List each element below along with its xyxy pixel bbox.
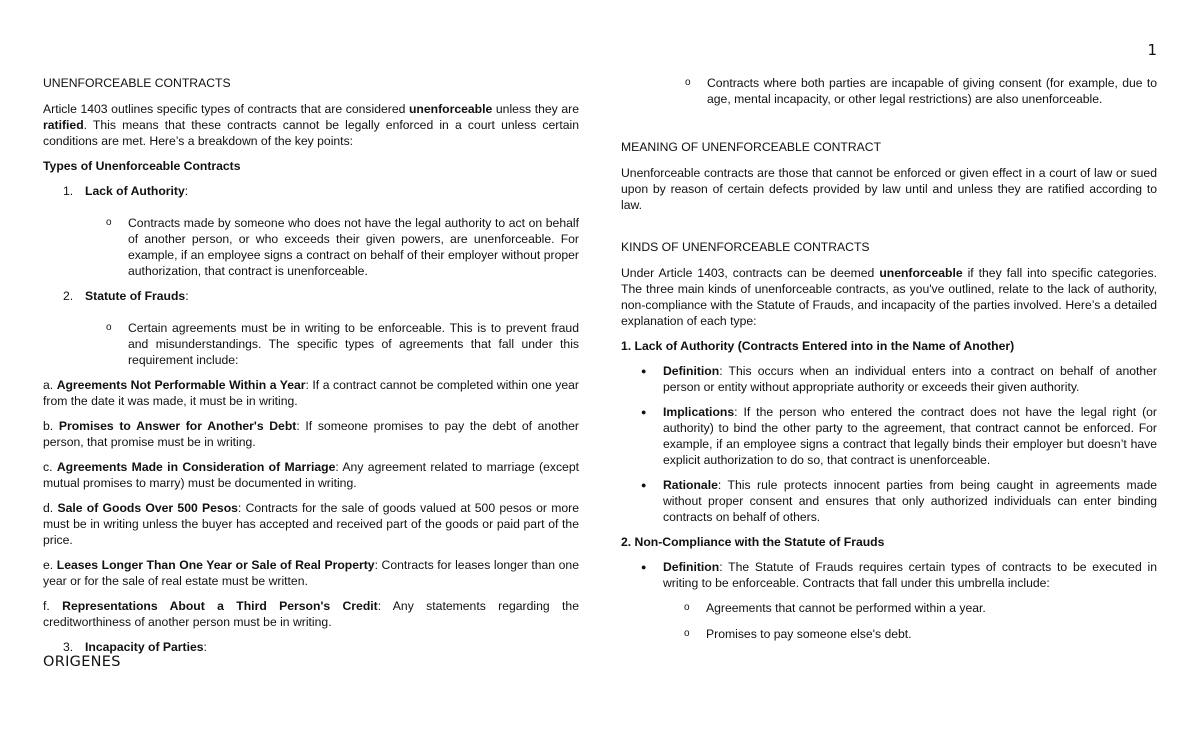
right-column (621, 75, 1157, 652)
numbered-item-statute-of-frauds: 2. Statute of Frauds: (63, 289, 189, 303)
bullet-icon: ● (641, 366, 647, 376)
footer-brand: ORIGENES (43, 654, 121, 670)
circle-bullet-icon: o (685, 77, 691, 88)
circle-bullet-icon: o (684, 602, 690, 613)
sub-item: o Promises to pay someone else's debt. (684, 627, 912, 641)
sec1-heading: 1. Lack of Authority (Contracts Entered into in the Name of Another) (621, 339, 1015, 353)
sub-item: o Certain agreements must be in writing to be enforceable. This is to prevent fraud and misunderstandings. The specific types of agreements that fall under this requirement include: (106, 321, 579, 367)
agreement-item: b. Promises to Answer for Another's Debt: If someone promises to pay the debt of another person, that promise must be in writing. (43, 419, 579, 449)
agreement-item: e. Leases Longer Than One Year or Sale of Real Property: Contracts for leases longer than one year or for the sale of real estate must be written. (43, 558, 579, 588)
intro-paragraph: Article 1403 outlines specific types of contracts that are considered unenforceable unless they are ratified. This means that these contracts cannot be legally enforced in a court unless certain conditions are met. Here’s a breakdown of the key points: (43, 102, 579, 148)
bullet-item: ● Implications: If the person who entered the contract does not have the legal right (or authority) to bind the other party to the agreement, that contract cannot be enforced. For example, if an employee signs a contract that legally binds their employer but doesn’t have explicit authorization to do so, that contract is unenforceable. (641, 405, 1157, 467)
left-column (43, 75, 579, 664)
meaning-heading: MEANING OF UNENFORCEABLE CONTRACT (621, 140, 882, 154)
circle-bullet-icon: o (684, 628, 690, 639)
circle-bullet-icon: o (106, 217, 112, 228)
sub-item: o Contracts made by someone who does not have the legal authority to act on behalf of another person, or who exceeds their given powers, are unenforceable. For example, if an employee signs a contract on behalf of their employer without proper authorization, that contract is unenforceable. (106, 216, 579, 278)
kinds-paragraph: Under Article 1403, contracts can be deemed unenforceable if they fall into specific categories. The three main kinds of unenforceable contracts, as you've outlined, relate to the lack of authority, non-compliance with the Statute of Frauds, and incapacity of the parties involved. Here’s a detailed explanation of each type: (621, 266, 1158, 328)
bullet-item: ● Definition: This occurs when an individual enters into a contract on behalf of another person or entity without appropriate authority or exceeds their given authority. (641, 364, 1157, 394)
types-heading: Types of Unenforceable Contracts (43, 159, 241, 173)
bullet-item: ● Rationale: This rule protects innocent parties from being caught in agreements made without proper consent and ensures that only authorized individuals can enter binding contracts on behalf of others. (641, 478, 1157, 524)
numbered-item-incapacity: 3. Incapacity of Parties: (63, 640, 207, 654)
bullet-icon: ● (641, 407, 647, 417)
page-number: 1 (1147, 41, 1157, 59)
section-title: UNENFORCEABLE CONTRACTS (43, 76, 231, 90)
sec2-heading: 2. Non-Compliance with the Statute of Frauds (621, 535, 885, 549)
agreement-item: d. Sale of Goods Over 500 Pesos: Contracts for the sale of goods valued at 500 pesos or more must be in writing unless the buyer has accepted and received part of the goods or paid part of the price. (43, 501, 579, 547)
circle-bullet-icon: o (106, 322, 112, 333)
numbered-item-lack-of-authority: 1. Lack of Authority: (63, 184, 189, 198)
sub-item: o Contracts where both parties are incapable of giving consent (for example, due to age, mental incapacity, or other legal restrictions) are also unenforceable. (685, 76, 1157, 106)
agreement-item: f. Representations About a Third Person's Credit: Any statements regarding the creditworthiness of another person must be in writing. (43, 599, 579, 629)
sub-item: o Agreements that cannot be performed within a year. (684, 601, 986, 615)
bullet-item: ● Definition: The Statute of Frauds requires certain types of contracts to be executed in writing to be enforceable. Contracts that fall under this umbrella include: (641, 560, 1157, 590)
kinds-heading: KINDS OF UNENFORCEABLE CONTRACTS (621, 240, 870, 254)
meaning-paragraph: Unenforceable contracts are those that cannot be enforced or given effect in a court of law or sued upon by reason of certain defects provided by law until and unless they are ratified according to law. (621, 166, 1157, 212)
bullet-icon: ● (641, 480, 647, 490)
agreement-item: a. Agreements Not Performable Within a Year: If a contract cannot be completed within one year from the date it was made, it must be in writing. (43, 378, 579, 408)
bullet-icon: ● (641, 562, 647, 572)
agreement-item: c. Agreements Made in Consideration of Marriage: Any agreement related to marriage (except mutual promises to marry) must be documented in writing. (43, 460, 579, 490)
